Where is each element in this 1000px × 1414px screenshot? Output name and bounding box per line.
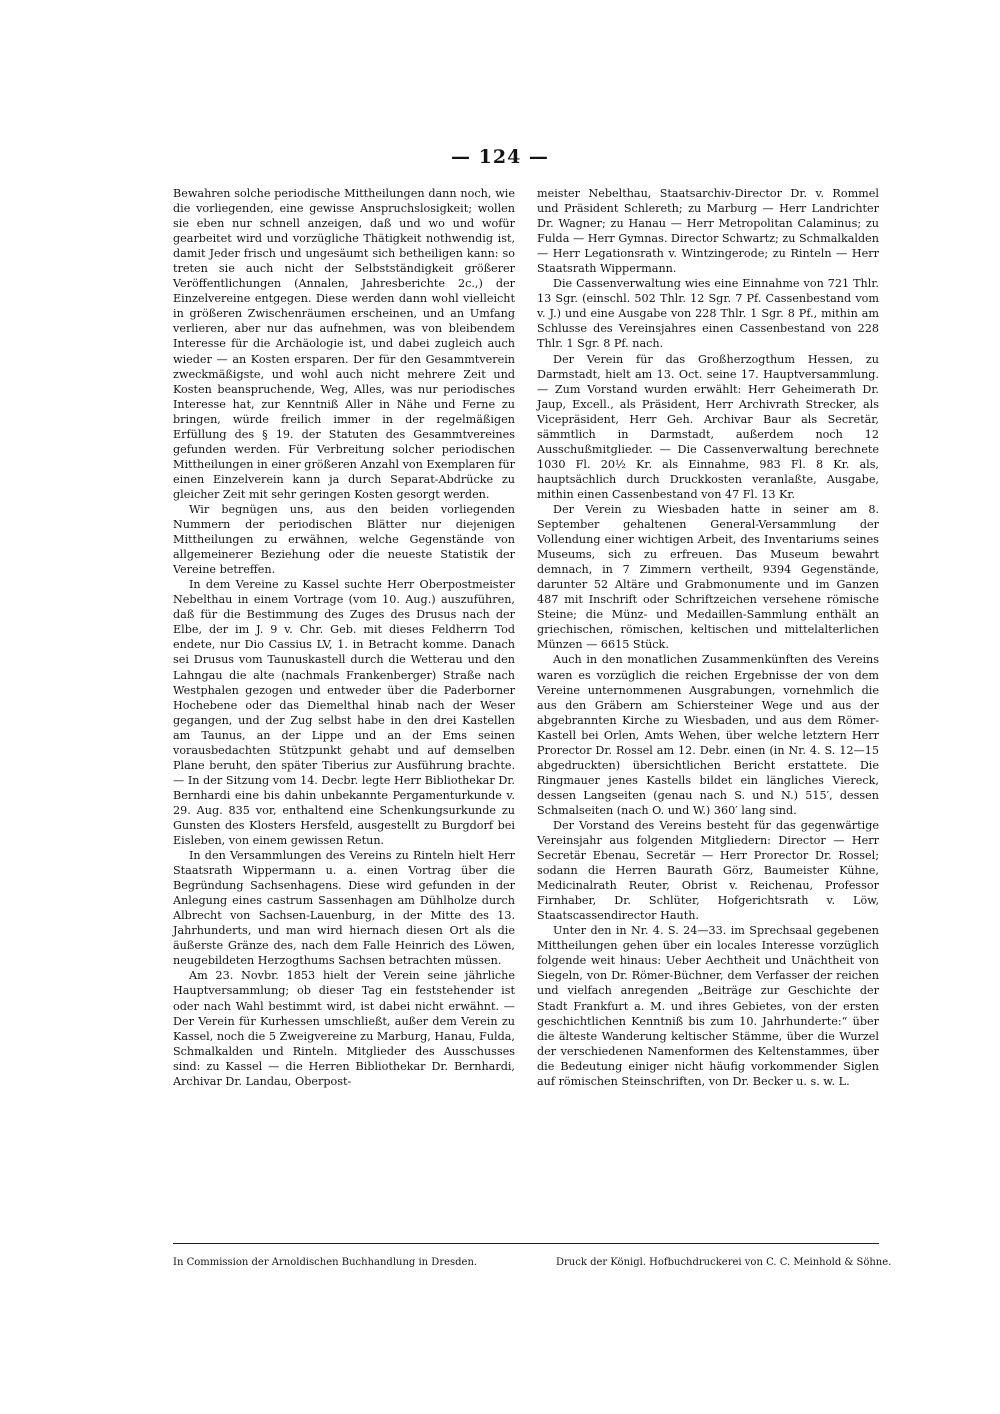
paragraph: In den Versammlungen des Vereins zu Rinteln hielt Herr Staatsrath Wippermann u. a. einen Vortrag über die Begründung Sachsenhagens. Diese wird gefunden in der Anlegung eines castrum Sassenhagen am Dühlholze durch Albrecht von Sachsen-Lauenburg, in der Mitte des 13. Jahrhunderts, und man wird hiernach diesen Ort als die äußerste Gränze des, nach dem Falle Heinrich des Löwen, neugebildeten Herzogthums Sachsen betrachten müssen. [173,849,515,968]
paragraph: Wir begnügen uns, aus den beiden vorliegenden Nummern der periodischen Blätter nur diejenigen Mittheilungen zu erwähnen, welche Gegenstände von allgemeinerer Beziehung oder die neueste Statistik der Vereine betreffen. [173,502,515,577]
paragraph: Der Verein für das Großherzogthum Hessen, zu Darmstadt, hielt am 13. Oct. seine 17. Hauptversammlung. — Zum Vorstand wurden erwählt: Herr Geheimerath Dr. Jaup, Excell., als Präsident, Herr Archivrath Strecker, als Vicepräsident, Herr Geh. Archivar Baur als Secretär, sämmtlich in Darmstadt, außerdem noch 12 Ausschußmitglieder. — Die Cassenverwaltung berechnete 1030 Fl. 20½ Kr. als Einnahme, 983 Fl. 8 Kr. als, hauptsächlich durch Druckkosten veranlaßte, Ausgabe, mithin einen Cassenbestand von 47 Fl. 13 Kr. [537,352,879,501]
paragraph: Auch in den monatlichen Zusammenkünften des Vereins waren es vorzüglich die reichen Ergebnisse der von dem Vereine unternommenen Ausgrabungen, vornehmlich die aus den Gräbern am Schiersteiner Wege und aus der abgebrannten Kirche zu Wiesbaden, und aus dem Römer-Kastell bei Orlen, Amts Wehen, über welche letztern Herr Prorector Dr. Rossel am 12. Debr. einen (in Nr. 4. S. 12—15 abgedruckten) übersichtlichen Bericht erstattete. Die Ringmauer jenes Kastells bildet ein längliches Viereck, dessen Langseiten (genau nach S. und N.) 515′, dessen Schmalseiten (nach O. und W.) 360′ lang sind. [537,653,879,817]
paragraph: In dem Vereine zu Kassel suchte Herr Oberpostmeister Nebelthau in einem Vortrage (vom 10. Aug.) auszuführen, daß für die Bestimmung des Zuges des Drusus nach der Elbe, der im J. 9 v. Chr. Geb. mit dieses Feldherrn Tod endete, nur Dio Cassius LV, 1. in Betracht komme. Danach sei Drusus vom Taunuskastell durch die Wetterau und den Lahngau die alte (nachmals Frankenberger) Straße nach Westphalen gezogen und entweder über die Paderborner Hochebene oder das Diemelthal hinab nach der Weser gegangen, und der Zug selbst habe in den drei Kastellen am Taunus, an der Lippe und an der Ems seinen vorausbedachten Stützpunkt gehabt und auf demselben Plane beruht, den später Tiberius zur Ausführung brachte. — In der Sitzung vom 14. Decbr. legte Herr Bibliothekar Dr. Bernhardi eine bis dahin unbekannte Pergamenturkunde v. 29. Aug. 835 vor, enthaltend eine Schenkungsurkunde zu Gunsten des Klosters Hersfeld, ausgestellt zu Burgdorf bei Eisleben, von einem gewissen Retun. [173,578,515,848]
paragraph: Am 23. Novbr. 1853 hielt der Verein seine jährliche Hauptversammlung; ob dieser Tag ein feststehender ist oder nach Wahl bestimmt wird, ist dabei nicht erwähnt. — Der Verein für Kurhessen umschließt, außer dem Verein zu Kassel, noch die 5 Zweigvereine zu Marburg, Hanau, Fulda, Schmalkalden und Rinteln. Mitglieder des Ausschusses sind: zu Kassel — die Herren Bibliothekar Dr. Bernhardi, Archivar Dr. Landau, Oberpost- [173,969,515,1088]
left-column [173,186,515,1089]
paragraph: Bewahren solche periodische Mittheilungen dann noch, wie die vorliegenden, eine gewisse Anspruchslosigkeit; wollen sie eben nur schnell anzeigen, daß und wo und wofür gearbeitet wird und vorzügliche Thätigkeit nothwendig ist, damit Jeder frisch und ungesäumt sich betheiligen kann: so treten sie auch nicht der Selbstständigkeit größerer Veröffentlichungen (Annalen, Jahresberichte 2c.,) der Einzelvereine entgegen. Diese werden dann wohl vielleicht in größeren Zwischenräumen erscheinen, und an Umfang verlieren, aber nur das aufnehmen, was von bleibendem Interesse für die Archäologie ist, und dabei zugleich auch wieder — an Kosten ersparen. Der für den Gesammtverein zweckmäßigste, und wohl auch nicht mehrere Zeit und Kosten beanspruchende, Weg, Alles, was nur periodisches Interesse hat, zur Kenntniß Aller in Nähe und Ferne zu bringen, würde freilich immer in der regelmäßigen Erfüllung des § 19. der Statuten des Gesammtvereines gefunden werden. Für Verbreitung solcher periodischen Mittheilungen in einer größeren Anzahl von Exemplaren für einen Einzelverein kann ja durch Separat-Abdrücke zu gleicher Zeit mit sehr geringen Kosten gesorgt werden. [173,187,515,501]
footer-printer-note: Druck der Königl. Hofbuchdruckerei von C. C. Meinhold & Söhne. [556,1257,892,1268]
footer-divider [173,1243,879,1244]
footer-publisher-note: In Commission der Arnoldischen Buchhandlung in Dresden. [173,1257,478,1268]
right-column [537,186,879,1089]
paragraph: Der Verein zu Wiesbaden hatte in seiner am 8. September gehaltenen General-Versammlung der Vollendung einer wichtigen Arbeit, des Inventariums seines Museums, sich zu erfreuen. Das Museum bewahrt demnach, in 7 Zimmern vertheilt, 9394 Gegenstände, darunter 52 Altäre und Grabmonumente und im Ganzen 487 mit Inschrift oder Schriftzeichen versehene römische Steine; die Münz- und Medaillen-Sammlung enthält an griechischen, römischen, keltischen und mittelalterlichen Münzen — 6615 Stück. [537,502,879,652]
paragraph: Der Vorstand des Vereins besteht für das gegenwärtige Vereinsjahr aus folgenden Mitgliedern: Director — Herr Secretär Ebenau, Secretär — Herr Prorector Dr. Rossel; sodann die Herren Baurath Görz, Baumeister Kühne, Medicinalrath Reuter, Obrist v. Reichenau, Professor Firnhaber, Dr. Schlüter, Hofgerichtsrath v. Löw, Staatscassendirector Hauth. [537,818,879,923]
paragraph: meister Nebelthau, Staatsarchiv-Director Dr. v. Rommel und Präsident Schlereth; zu Marburg — Herr Landrichter Dr. Wagner; zu Hanau — Herr Metropolitan Calaminus; zu Fulda — Herr Gymnas. Director Schwartz; zu Schmalkalden — Herr Legationsrath v. Wintzingerode; zu Rinteln — Herr Staatsrath Wippermann. [537,187,879,276]
paragraph: Die Cassenverwaltung wies eine Einnahme von 721 Thlr. 13 Sgr. (einschl. 502 Thlr. 12 Sgr. 7 Pf. Cassenbestand vom v. J.) und eine Ausgabe von 228 Thlr. 1 Sgr. 8 Pf., mithin am Schlusse des Vereinsjahres einen Cassenbestand von 228 Thlr. 1 Sgr. 8 Pf. nach. [537,277,879,351]
page-number: — 124 — [451,146,549,168]
paragraph: Unter den in Nr. 4. S. 24—33. im Sprechsaal gegebenen Mittheilungen gehen über ein locales Interesse vorzüglich folgende weit hinaus: Ueber Aechtheit und Unächtheit von Siegeln, von Dr. Römer-Büchner, dem Verfasser der reichen und vielfach anregenden „Beiträge zur Geschichte der Stadt Frankfurt a. M. und ihres Gebietes, von der ersten geschichtlichen Kenntniß bis zum 10. Jahrhunderte:“ über die älteste Wanderung keltischer Stämme, über die Wurzel der verschiedenen Namenformen des Keltenstammes, über die Bedeutung einiger nicht häufig vorkommender Siglen auf römischen Steinschriften, von Dr. Becker u. s. w. L. [537,924,879,1088]
